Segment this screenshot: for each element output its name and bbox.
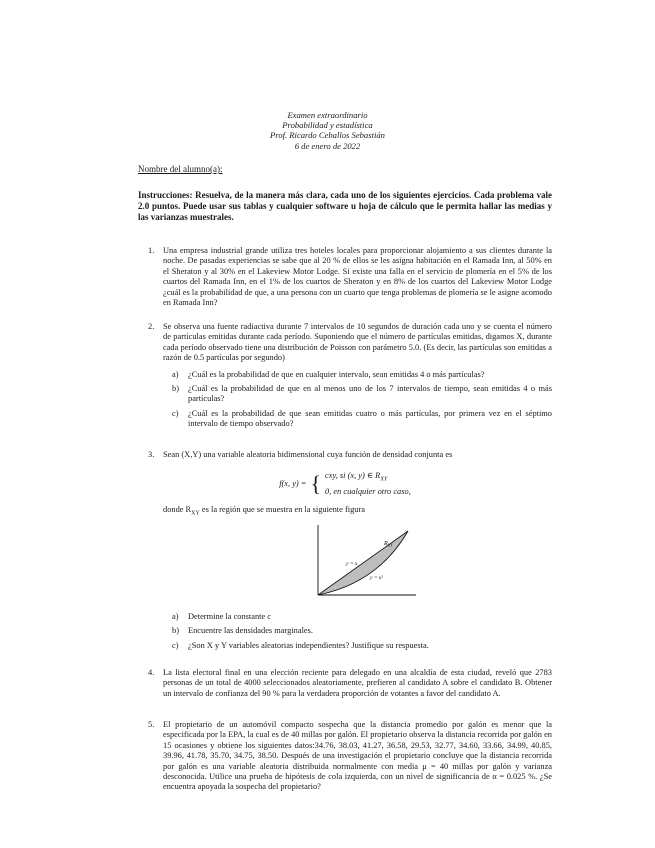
instructions: Instrucciones: Resuelva, de la manera más clara, cada uno de los siguientes ejercicios. Cada problema vale 2.0 puntos. Puede usar sus tablas y cualquier software u hoja de cálculo que le permita hallar las medias y las varianzas muestrales. bbox=[138, 190, 552, 222]
density-formula bbox=[138, 470, 552, 497]
subquestion-b: b) ¿Cuál es la probabilidad de que en al menos uno de los 7 intervalos de tiempo, sean emitidas 4 o más partículas? bbox=[172, 384, 552, 404]
problem-text: El propietario de un automóvil compacto sospecha que la distancia promedio por galón es menor que la especificada por la EPA, la cual es de 40 millas por galón. El propietario observa la distancia recorrida por galón en 15 ocasiones y obtiene los siguientes datos:34.76, 38.03, 41.27, 36.58, 29.53, 32.77, 34.60, 33.66, 34.99, 40.85, 39.96, 41.78, 35.70, 34.75, 38.50. Después de una investigación el propietario concluye que la distancia recorrida por galón es una variable aleatoria distribuida normalmente con media μ = 40 millas por galón y varianza desconocida. Utilice una prueba de hipótesis de cola izquierda, con un nivel de significancia de α = 0.025 %. ¿Se encuentra apoyada la sospecha del propietario? bbox=[163, 720, 552, 792]
problem-number: 3. bbox=[148, 450, 155, 459]
subquestion-c: c) ¿Son X y Y variables aleatorias independientes? Justifique su respuesta. bbox=[172, 640, 429, 650]
problem-2 bbox=[138, 322, 552, 434]
course-name: Probabilidad y estadística bbox=[282, 120, 373, 131]
upper-curve-label: y = x bbox=[346, 561, 358, 567]
problem-3-subquestions bbox=[138, 612, 552, 655]
subquestion-a: a) ¿Cuál es la probabilidad de que en cualquier intervalo, sean emitidas 4 o más partículas? bbox=[172, 369, 485, 379]
upper-curve bbox=[318, 531, 408, 595]
exam-title: Examen extraordinario bbox=[287, 110, 368, 120]
subquestion-c: c) ¿Cuál es la probabilidad de que sean emitidas cuatro o más partículas, por primera vez en el séptimo intervalo de tiempo observado? bbox=[172, 408, 552, 429]
problem-text: Sean (X,Y) una variable aleatoria bidimensional cuya función de densidad conjunta es bbox=[163, 450, 453, 459]
subquestion-b: b) Encuentre las densidades marginales. bbox=[172, 626, 313, 636]
region-description: donde $R_{XY}$ es la región que se muestra en la siguiente figura bbox=[163, 505, 365, 517]
lower-curve-label: y = x² bbox=[370, 575, 383, 581]
problem-1 bbox=[138, 246, 552, 308]
problem-text: Se observa una fuente radiactiva durante 7 intervalos de 10 segundos de duración cada uno y se cuenta el número de partículas emitidas durante cada período. Suponiendo que el número de partículas emitidas, digamos X, durante cada período observado tiene una distribución de Poisson con parámetro 5.0. (Es decir, las partículas son emitidas a razón de 0.5 partículas por segundo) bbox=[163, 322, 552, 363]
problem-5 bbox=[138, 720, 552, 793]
subquestions bbox=[172, 370, 552, 430]
professor-name: Prof. Ricardo Ceballos Sebastián bbox=[270, 130, 385, 141]
problem-number: 4. bbox=[148, 668, 155, 677]
problem-text: La lista electoral final en una elección reciente para delegado en una alcaldía de esta ciudad, reveló que 2783 personas de un total de 4000 seleccionados aleatoriamente, prefieren al candidato A sobre el candidato B. Obtener un intervalo de confianza del 90 % para la verdadera proporción de votantes a favor del candidato A. bbox=[163, 668, 552, 698]
problem-text: Una empresa industrial grande utiliza tres hoteles locales para proporcionar alojamiento a sus clientes durante la noche. De pasadas experiencias se sabe que al 20 % de ellos se les asigna habitación en el Ramada Inn, al 50% en el Sheraton y al 30% en el Lakeview Motor Lodge. Si existe una falla en el servicio de plomería en el 5% de los cuartos del Ramada Inn, en el 1% de los cuartos de Sheraton y en 8% de los cuartos del Lakeview Motor Lodge ¿cuál es la probabilidad de que, a una persona con un cuarto que tenga problemas de plomería se le asigne acomodo en Ramada Inn? bbox=[163, 246, 552, 308]
problem-4 bbox=[138, 668, 552, 699]
exam-header bbox=[0, 110, 655, 151]
region-label: $R_{XY}$ bbox=[384, 541, 393, 548]
subquestions bbox=[172, 612, 552, 651]
problem-3 bbox=[138, 450, 552, 519]
exam-date: 6 de enero de 2022 bbox=[294, 140, 361, 151]
problem-number: 5. bbox=[148, 720, 155, 729]
problem-number: 1. bbox=[148, 246, 155, 255]
brace: { bbox=[310, 470, 322, 496]
region-figure bbox=[308, 523, 418, 603]
formula-lhs: f(x, y) = bbox=[279, 478, 307, 488]
student-name-label: Nombre del alumno(a): bbox=[138, 164, 223, 174]
formula-cases: cxy, si (x, y) ∈ $R_{XY}$ 0, en cualquier otro caso, bbox=[325, 471, 411, 497]
problem-number: 2. bbox=[148, 322, 155, 331]
subquestion-a: a) Determine la constante c bbox=[172, 612, 272, 621]
